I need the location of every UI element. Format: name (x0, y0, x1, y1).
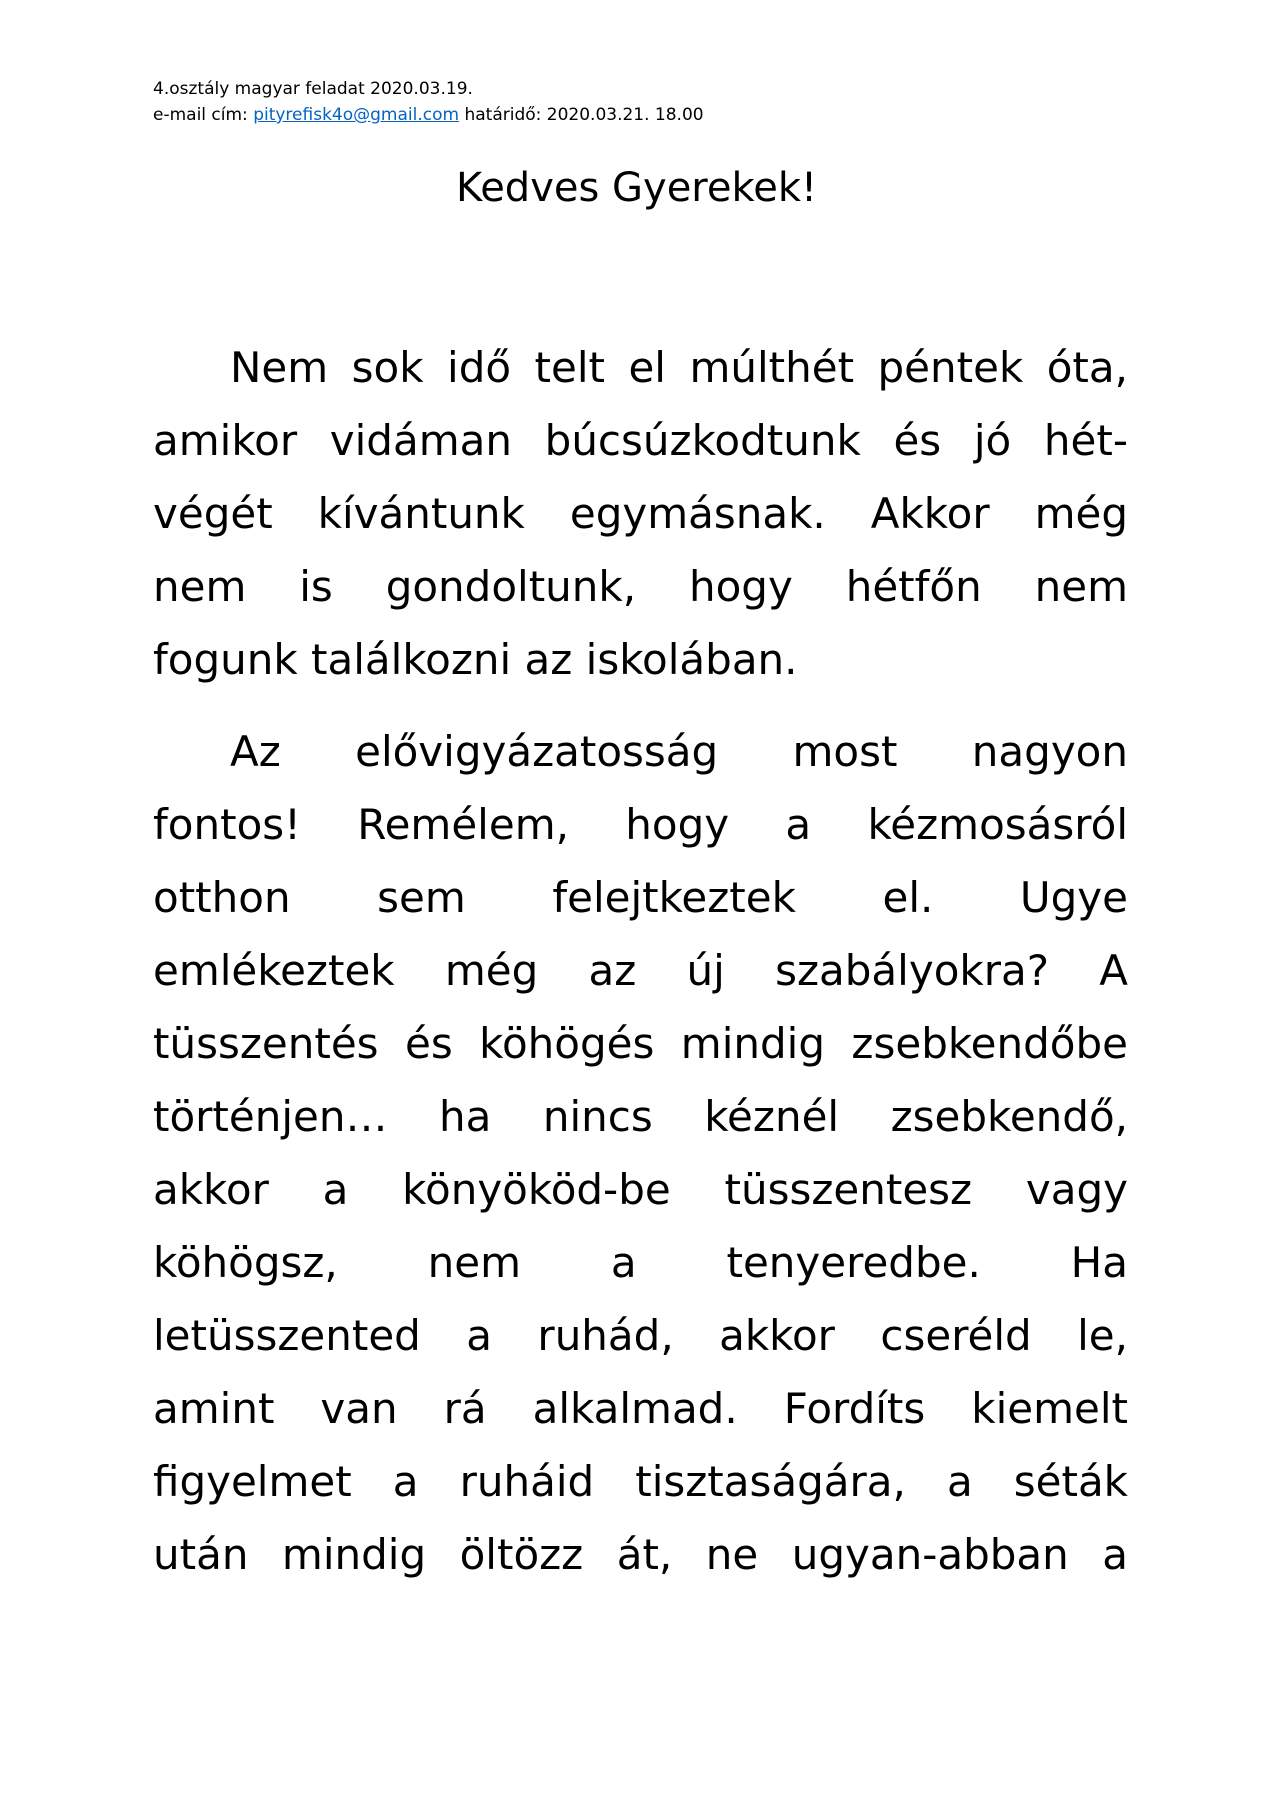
paragraph-2-line-3: otthon sem felejtkeztek el. Ugye (153, 873, 1128, 922)
paragraph-2-line-5: tüsszentés és köhögés mindig zsebkendőbe (153, 1019, 1128, 1068)
paragraph-2-line-2: fontos! Remélem, hogy a kézmosásról (153, 800, 1128, 849)
document-header (153, 76, 704, 128)
paragraph-1-line-3: végét kívántunk egymásnak. Akkor még (153, 489, 1128, 538)
header-contact-line (153, 102, 704, 128)
email-label: e-mail cím: (153, 105, 254, 125)
paragraph-2-line-6: történjen… ha nincs kéznél zsebkendő, (153, 1092, 1128, 1141)
paragraph-1-line-4: nem is gondoltunk, hogy hétfőn nem (153, 562, 1128, 611)
paragraph-2-line-7: akkor a könyököd-be tüsszentesz vagy (153, 1165, 1128, 1214)
paragraph-2-line-1: Az elővigyázatosság most nagyon (230, 727, 1128, 776)
deadline-text: határidő: 2020.03.21. 18.00 (459, 105, 704, 125)
greeting-heading: Kedves Gyerekek! (455, 165, 818, 211)
paragraph-2-line-11: figyelmet a ruháid tisztaságára, a séták (153, 1457, 1128, 1506)
paragraph-2-line-10: amint van rá alkalmad. Fordíts kiemelt (153, 1384, 1128, 1433)
paragraph-1-line-2: amikor vidáman búcsúzkodtunk és jó hét- (153, 416, 1128, 465)
header-title: 4.osztály magyar feladat 2020.03.19. (153, 79, 473, 99)
paragraph-1-line-5: fogunk találkozni az iskolában. (153, 635, 798, 684)
paragraph-2-line-12: után mindig öltözz át, ne ugyan-abban a (153, 1530, 1128, 1579)
paragraph-2-line-4: emlékeztek még az új szabályokra? A (153, 946, 1128, 995)
paragraph-2-line-8: köhögsz, nem a tenyeredbe. Ha (153, 1238, 1128, 1287)
paragraph-1-line-1: Nem sok idő telt el múlthét péntek óta, (230, 343, 1128, 392)
email-link[interactable]: pityrefisk4o@gmail.com (253, 105, 460, 125)
paragraph-2-line-9: letüsszented a ruhád, akkor cseréld le, (153, 1311, 1128, 1360)
